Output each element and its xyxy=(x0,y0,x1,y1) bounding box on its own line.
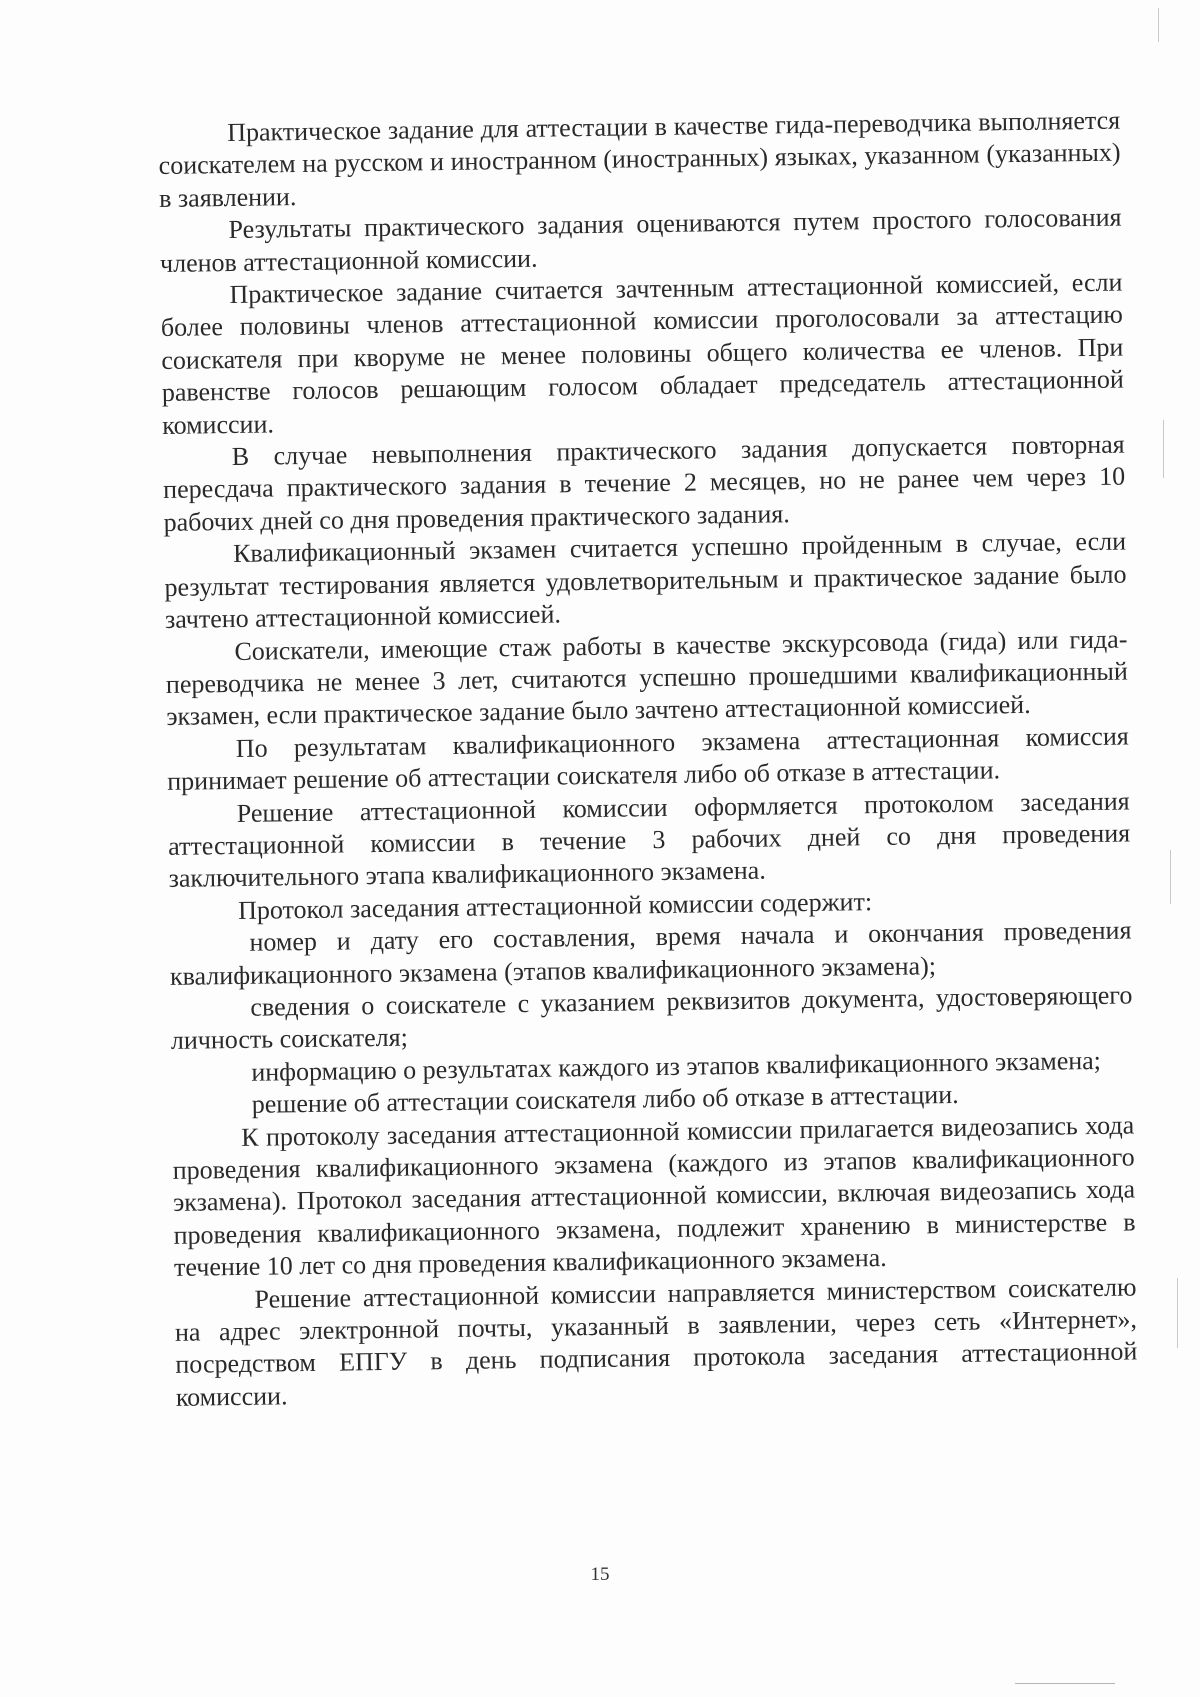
page-number: 15 xyxy=(590,1564,610,1585)
scan-artifact xyxy=(1015,1683,1115,1684)
scan-artifact xyxy=(1158,8,1159,42)
paragraph-protocol-deadline: Решение аттестационной комиссии оформляется протоколом заседания аттестационной комиссии в течение 3 рабочих дней со дня проведения заключительного этапа квалификационного экзамена. xyxy=(167,786,1131,894)
paragraph-decision-delivery: Решение аттестационной комиссии направляется министерством соискателю на адрес электронной почты, указанный в заявлении, через сеть «Интернет», посредством ЕПГУ в день подписания протокола заседания аттестационной комиссии. xyxy=(174,1272,1138,1412)
paragraph-commission-decision: По результатам квалификационного экзамена аттестационная комиссия принимает решение об аттестации соискателя либо об отказе в аттестации. xyxy=(167,721,1129,797)
paragraph-task-languages: Практическое задание для аттестации в качестве гида-переводчика выполняется соискателем на русском и иностранном (иностранных) языках, указанном (указанных) в заявлении. xyxy=(158,105,1121,213)
paragraph-protocol-contents: Протокол заседания аттестационной комиссии содержит: xyxy=(237,886,873,925)
paragraph-experienced-candidates: Соискатели, имеющие стаж работы в качестве экскурсовода (гида) или гида-переводчика не менее 3 лет, считаются успешно прошедшими квалификационный экзамен, если практическое задание было зачтено аттестационной комиссией. xyxy=(165,624,1129,732)
paragraph-task-voting: Результаты практического задания оцениваются путем простого голосования членов аттестационной комиссии. xyxy=(159,202,1122,278)
list-item-stage-results: информацию о результатах каждого из этапов квалификационного экзамена; xyxy=(251,1045,1102,1087)
paragraph-exam-passed: Квалификационный экзамен считается успешно пройденным в случае, если результат тестирования является удовлетворительным и практическое задание было зачтено аттестационной комиссией. xyxy=(164,526,1127,635)
list-item-number-date: номер и дату его составления, время начала и окончания проведения квалификационного экзамена (этапов квалификационного экзамена); xyxy=(169,915,1132,991)
scan-artifact xyxy=(1170,850,1171,904)
list-item-candidate-info: сведения о соискателе с указанием реквизитов документа, удостоверяющего личность соискателя; xyxy=(170,980,1133,1056)
scan-artifact xyxy=(1177,1278,1178,1348)
document-body xyxy=(158,105,1138,1415)
paragraph-task-passed: Практическое задание считается зачтенным аттестационной комиссией, если более половины членов аттестационной комиссии проголосовали за аттестацию соискателя при кворуме не менее половины общего количества ее членов. При равенстве голосов решающим голосом обладает председатель аттестационной комиссии. xyxy=(160,267,1124,440)
paragraph-video-recording: К протоколу заседания аттестационной комиссии прилагается видеозапись хода проведения квалификационного экзамена (каждого из этапов квалификационного экзамена). Протокол заседания аттестационной комиссии, включая видеозапись хода проведения квалификационного экзамена, подлежит хранению в министерстве в течение 10 лет со дня проведения квалификационного экзамена. xyxy=(172,1110,1136,1283)
paragraph-retake: В случае невыполнения практического задания допускается повторная пересдача практического задания в течение 2 месяцев, но не ранее чем через 10 рабочих дней со дня проведения практического задания. xyxy=(162,429,1126,537)
list-item-decision: решение об аттестации соискателя либо об отказе в аттестации. xyxy=(251,1080,959,1119)
scan-artifact xyxy=(1163,420,1164,478)
